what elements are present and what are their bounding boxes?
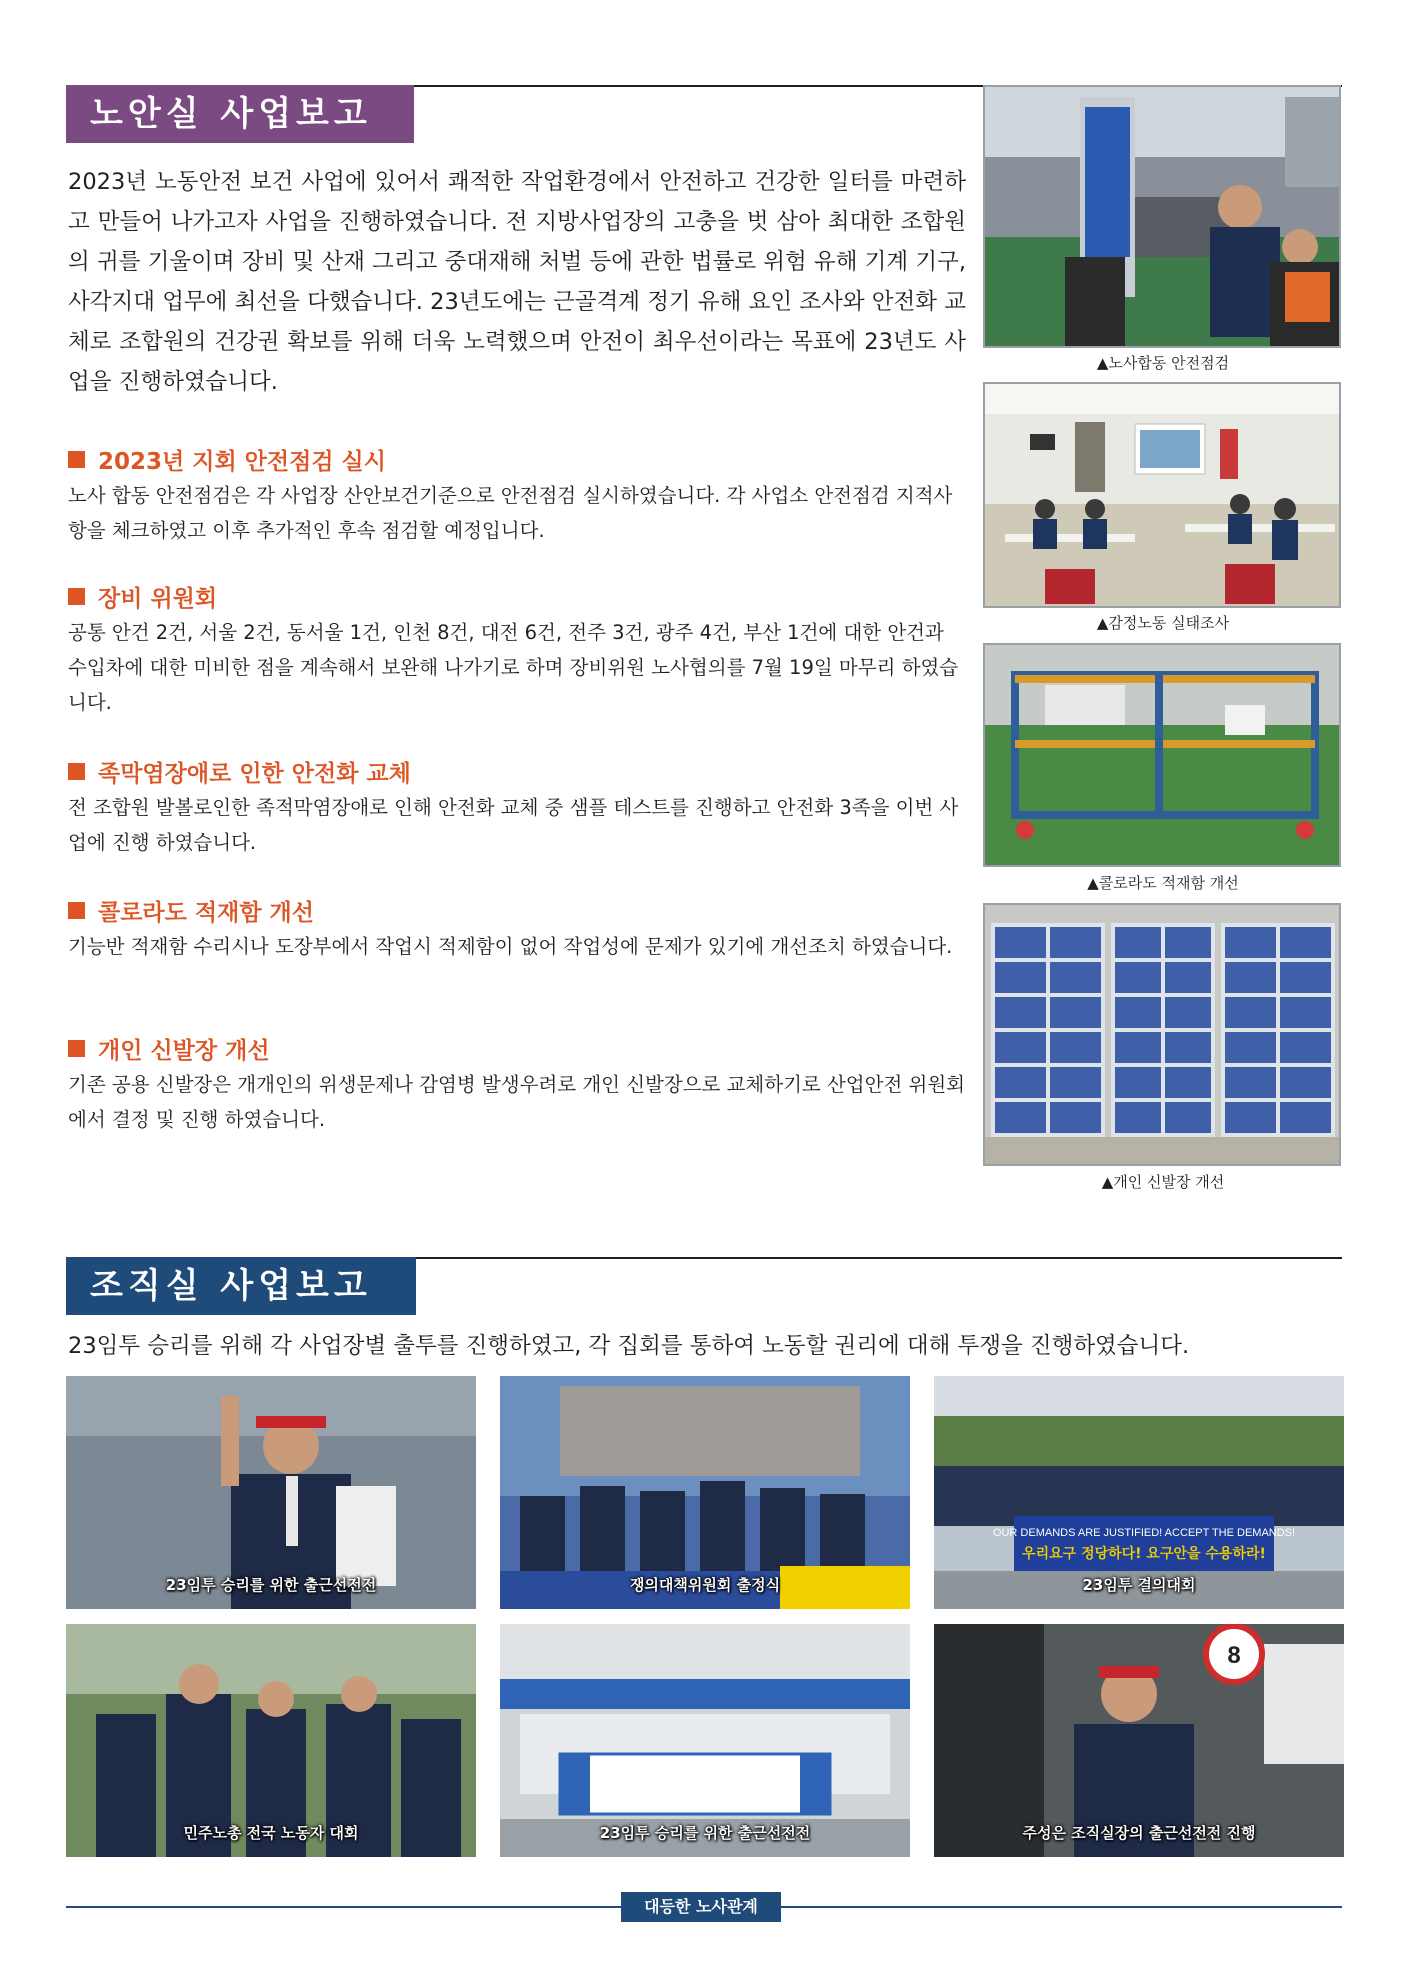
photo-strike-committee-launch [500,1376,910,1609]
photo-caption-organizer-speech: 주성은 조직실장의 출근선전전 진행 [1022,1824,1256,1842]
square-bullet-icon [68,763,85,780]
subheading-text: 장비 위원회 [98,586,218,612]
photo-national-workers-rally [66,1624,476,1857]
section2-intro: 23임투 승리를 위해 각 사업장별 출투를 진행하였고, 각 집회를 통하여 노동할 권리에 대해 투쟁을 진행하였습니다. [68,1333,1190,1359]
photo-caption-loading-box: ▲콜로라도 적재함 개선 [1087,874,1239,892]
subheading-loading-box [68,894,314,927]
photo-caption-national-rally: 민주노총 전국 노동자 대회 [183,1824,359,1842]
section2-title: 조직실 사업보고 [66,1257,416,1315]
subheading-text: 2023년 지회 안전점검 실시 [98,449,386,475]
subheading-safety-shoes [68,755,411,788]
subheading-equipment-committee [68,580,217,613]
paragraph-safety-inspection: 노사 합동 안전점검은 각 사업장 산안보건기준으로 안전점검 실시하였습니다. 각 사업소 안전점검 지적사항을 체크하였고 이후 추가적인 후속 점검할 예정입니다. [68,484,953,542]
paragraph-safety-shoes: 전 조합원 발볼로인한 족적막염장애로 인해 안전화 교체 중 샘플 테스트를 진행하고 안전화 3족을 이번 사업에 진행 하였습니다. [68,796,959,854]
banner-korean-text: 우리요구 정당하다! 요구안을 수용하라! [1022,1546,1266,1562]
photo-caption-rally-1: 23임투 승리를 위한 출근선전전 [165,1576,377,1594]
subheading-text: 콜로라도 적재함 개선 [98,900,314,926]
workshop-scene-image [985,87,1341,348]
shoe-locker-image [985,905,1341,1166]
subheading-text: 족막염장애로 인한 안전화 교체 [98,761,411,787]
photo-emotional-labor-survey [983,382,1341,608]
square-bullet-icon [68,1040,85,1057]
subheading-shoe-rack [68,1032,270,1065]
speed-sign-number: 8 [1227,1642,1241,1669]
photo-resolution-rally [934,1376,1344,1609]
subheading-text: 개인 신발장 개선 [98,1038,270,1064]
paragraph-loading-box: 기능반 적재함 수리시나 도장부에서 작업시 적제함이 없어 작업성에 문제가 있기에 개선조치 하였습니다. [68,935,953,958]
photo-caption-joint-inspection: ▲노사합동 안전점검 [1096,354,1230,372]
footer-right-line [781,1906,1342,1908]
photo-personal-shoe-rack [983,903,1341,1166]
photo-colorado-loading-box [983,643,1341,867]
photo-caption-rally-2: 23임투 승리를 위한 출근선전전 [599,1824,811,1842]
paragraph-shoe-rack: 기존 공용 신발장은 개개인의 위생문제나 감염병 발생우려로 개인 신발장으로 교체하기로 산업안전 위원회에서 결정 및 진행 하였습니다. [68,1073,966,1131]
square-bullet-icon [68,451,85,468]
footer-label: 대등한 노사관계 [621,1892,781,1922]
seminar-room-image [985,384,1341,608]
subheading-safety-inspection [68,443,386,476]
footer-left-line [66,1906,621,1908]
square-bullet-icon [68,902,85,919]
section1-title: 노안실 사업보고 [66,85,414,143]
paragraph-equipment-committee: 공통 안건 2건, 서울 2건, 동서울 1건, 인천 8건, 대전 6건, 전주 3건, 광주 4건, 부산 1건에 대한 안건과 수입차에 대한 미비한 점을 계속해서 보완해 나가기로 하며 장비위원 노사협의를 7월 19일 마무리 하였습니다. [68,621,959,714]
photo-caption-resolution-rally: 23임투 결의대회 [1082,1576,1196,1594]
banner-english-text: OUR DEMANDS ARE JUSTIFIED! ACCEPT THE DEMANDS! [992,1527,1296,1539]
photo-rally-speech-1 [66,1376,476,1609]
section1-intro: 2023년 노동안전 보건 사업에 있어서 쾌적한 작업환경에서 안전하고 건강한 일터를 마련하고 만들어 나가고자 사업을 진행하였습니다. 전 지방사업장의 고충을 벗 삼아 최대한 조합원의 귀를 기울이며 장비 및 산재 그리고 중대재해 처벌 등에 관한 법률로 위험 유해 기계 기구, 사각지대 업무에 최선을 다했습니다. 23년도에는 근골격계 정기 유해 요인 조사와 안전화 교체로 조합원의 건강권 확보를 위해 더욱 노력했으며 안전이 최우선이라는 목표에 23년도 사업을 진행하였습니다. [68,169,966,395]
photo-caption-emotional-labor: ▲감정노동 실태조사 [1096,614,1230,632]
photo-caption-strike-committee: 쟁의대책위원회 출정식 [629,1576,781,1594]
photo-organizer-speech [934,1624,1344,1857]
loading-box-image [985,645,1341,867]
photo-joint-safety-inspection [983,85,1341,348]
photo-rally-speech-2 [500,1624,910,1857]
photo-caption-shoe-rack: ▲개인 신발장 개선 [1101,1173,1225,1191]
square-bullet-icon [68,588,85,605]
